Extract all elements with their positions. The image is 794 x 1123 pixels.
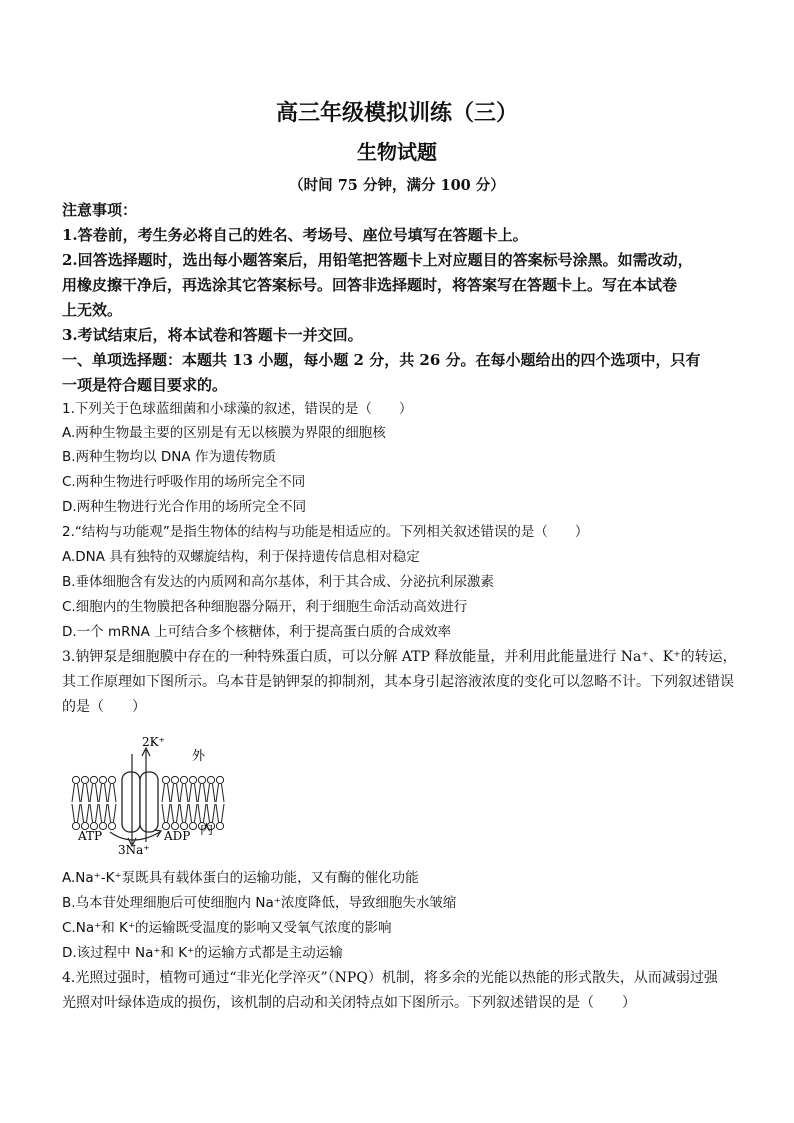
q1-option-a: A.两种生物最主要的区别是有无以核膜为界限的细胞核 (62, 425, 386, 441)
lipid-head (180, 776, 187, 783)
lipid-head (189, 776, 196, 783)
lipid-tail (189, 804, 197, 822)
q2-option-c: C.细胞内的生物膜把各种细胞器分隔开，利于细胞生命活动高效进行 (62, 599, 468, 615)
lipid-head (207, 776, 214, 783)
time-info: （时间 75 分钟，满分 100 分） (289, 177, 505, 194)
pump-protein-left (122, 772, 140, 832)
lipid-tail (180, 784, 188, 802)
exam-title: 高三年级模拟训练（三） (275, 100, 518, 126)
lipid-tail (207, 784, 215, 802)
q2-option-b: B.垂体细胞含有发达的内质网和高尔基体，利于其合成、分泌抗利尿激素 (62, 574, 495, 590)
pump-protein-right (140, 772, 158, 832)
q1-stem: 1.下列关于色球蓝细菌和小球藻的叙述，错误的是（ ） (62, 401, 413, 417)
lipid-head (171, 776, 178, 783)
lipid-head (81, 776, 88, 783)
lipid-tail (171, 784, 179, 802)
q3-stem-line-3: 的是（ ） (62, 699, 146, 715)
lipid-tail (72, 804, 80, 822)
q3-option-b: B.乌本苷处理细胞后可使细胞内 Na⁺浓度降低，导致细胞失水皱缩 (62, 895, 457, 911)
lipid-tail (198, 784, 206, 802)
lipid-tail (171, 804, 179, 822)
lipid-tail (108, 784, 116, 802)
q4-stem-line-2: 光照对叶绿体造成的损伤，该机制的启动和关闭特点如下图所示。下列叙述错误的是（ ） (62, 995, 636, 1011)
lipid-tail (180, 804, 188, 822)
q2-option-a: A.DNA 具有独特的双螺旋结构，利于保持遗传信息相对稳定 (62, 549, 420, 565)
q1-option-b: B.两种生物均以 DNA 作为遗传物质 (62, 449, 276, 465)
lipid-tail (108, 804, 116, 822)
lipid-head (198, 776, 205, 783)
adp-label: ADP (164, 829, 191, 843)
q2-stem: 2.“结构与功能观”是指生物体的结构与功能是相适应的。下列相关叙述错误的是（ ） (62, 524, 589, 540)
lipid-tail (162, 804, 170, 822)
notice-heading: 注意事项： (62, 201, 138, 219)
section-heading-line-2: 一项是符合题目要求的。 (62, 376, 228, 394)
lipid-head (108, 776, 115, 783)
q3-stem-line-1: 3.钠钾泵是细胞膜中存在的一种特殊蛋白质，可以分解 ATP 释放能量，并利用此能量进行 Na⁺、K⁺的转运， (62, 649, 737, 665)
lipid-head (99, 776, 106, 783)
lipid-head (90, 776, 97, 783)
q4-stem-line-1: 4.光照过强时，植物可通过“非光化学淬灭”（NPQ）机制，将多余的光能以热能的形式散失，从而减弱过强 (62, 970, 718, 986)
lipid-tail (207, 804, 215, 822)
outside-label: 外 (192, 749, 206, 764)
lipid-tail (198, 804, 206, 822)
sodium-potassium-pump-diagram (70, 728, 230, 858)
lipid-tail (90, 784, 98, 802)
lipid-tail (90, 804, 98, 822)
inside-label: 内 (200, 823, 214, 838)
lipid-tail (216, 784, 224, 802)
q2-option-d: D.一个 mRNA 上可结合多个核糖体，利于提高蛋白质的合成效率 (62, 624, 452, 640)
lipid-tail (81, 784, 89, 802)
lipid-head (189, 822, 196, 829)
lipid-tail (189, 784, 197, 802)
lipid-tail (162, 784, 170, 802)
lipid-head (72, 776, 79, 783)
lipid-tail (81, 804, 89, 822)
k-ion-label: 2K⁺ (142, 735, 165, 749)
lipid-tail (216, 804, 224, 822)
q3-option-d: D.该过程中 Na⁺和 K⁺的运输方式都是主动运输 (62, 945, 343, 961)
notice-item-2-line-2: 用橡皮擦干净后，再选涂其它答案标号。回答非选择题时，将答案写在答题卡上。写在本试卷 (62, 276, 678, 294)
q3-option-c: C.Na⁺和 K⁺的运输既受温度的影响又受氧气浓度的影响 (62, 920, 392, 936)
lipid-head (162, 776, 169, 783)
lipid-head (216, 822, 223, 829)
notice-item-3: 3.考试结束后，将本试卷和答题卡一并交回。 (62, 326, 363, 344)
notice-item-2-line-1: 2.回答选择题时，选出每小题答案后，用铅笔把答题卡上对应题目的答案标号涂黑。如需改动， (62, 251, 693, 269)
lipid-tail (99, 784, 107, 802)
section-heading-line-1: 一、单项选择题：本题共 13 小题，每小题 2 分，共 26 分。在每小题给出的四个选项中，只有 (62, 351, 701, 369)
atp-label: ATP (78, 829, 103, 843)
q3-option-a: A.Na⁺-K⁺泵既具有载体蛋白的运输功能，又有酶的催化功能 (62, 870, 419, 886)
notice-item-1: 1.答卷前，考生务必将自己的姓名、考场号、座位号填写在答题卡上。 (62, 226, 528, 244)
q3-stem-line-2: 其工作原理如下图所示。乌本苷是钠钾泵的抑制剂，其本身引起溶液浓度的变化可以忽略不计。下列叙述错误 (62, 674, 734, 690)
na-ion-label: 3Na⁺ (118, 843, 150, 857)
lipid-head (216, 776, 223, 783)
subject-title: 生物试题 (357, 140, 437, 164)
lipid-tail (99, 804, 107, 822)
notice-item-2-line-3: 上无效。 (62, 301, 123, 319)
q1-option-d: D.两种生物进行光合作用的场所完全不同 (62, 499, 307, 515)
lipid-tail (72, 784, 80, 802)
q1-option-c: C.两种生物进行呼吸作用的场所完全不同 (62, 474, 306, 490)
lipid-head (108, 822, 115, 829)
